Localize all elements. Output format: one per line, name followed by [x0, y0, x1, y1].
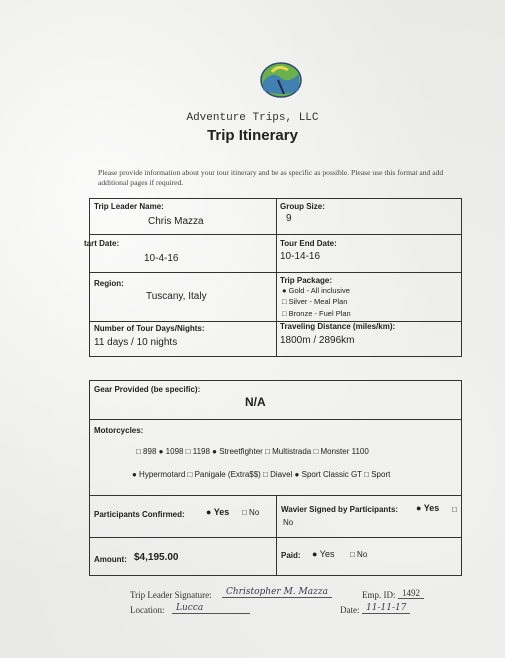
- date-label: Date:: [340, 605, 360, 615]
- row-divider: [90, 419, 461, 420]
- participants-label: Participants Confirmed:: [94, 510, 185, 519]
- trip-leader-value[interactable]: Chris Mazza: [148, 216, 204, 227]
- location-line: [172, 603, 250, 614]
- group-size-label: Group Size:: [280, 202, 325, 211]
- amount-value[interactable]: $4,195.00: [134, 552, 179, 563]
- signature-value[interactable]: Christopher M. Mazza: [222, 587, 332, 598]
- region-value[interactable]: Tuscany, Italy: [146, 291, 207, 302]
- gear-label: Gear Provided (be specific):: [94, 385, 201, 394]
- participants-yes[interactable]: ● Yes: [206, 507, 230, 517]
- date-line: [362, 603, 410, 614]
- paid-yes[interactable]: ● Yes: [312, 549, 335, 559]
- days-nights-label: Number of Tour Days/Nights:: [94, 324, 205, 333]
- emp-id-label: Emp. ID:: [362, 590, 396, 600]
- location-value[interactable]: Lucca: [172, 603, 250, 614]
- package-option-silver[interactable]: □ Silver - Meal Plan: [282, 297, 348, 306]
- intro-text: Please provide information about your tour itinerary and be as specific as possible. Please use this format and add additional pages if required.: [98, 168, 444, 187]
- trip-details-table: [84, 198, 462, 357]
- participants-no[interactable]: □ No: [242, 508, 260, 517]
- company-name: Adventure Trips, LLC: [186, 112, 319, 124]
- trip-leader-label: Trip Leader Name:: [94, 202, 164, 211]
- row-divider: [90, 321, 461, 322]
- emp-id-line: [398, 588, 424, 599]
- row-divider: [90, 272, 461, 273]
- start-date-value[interactable]: 10-4-16: [144, 253, 179, 264]
- package-option-bronze[interactable]: □ Bronze - Fuel Plan: [282, 309, 351, 318]
- start-date-label: tart Date:: [84, 239, 120, 248]
- location-label: Location:: [130, 605, 165, 615]
- company-logo: [258, 60, 304, 100]
- page-title: Trip Itinerary: [207, 127, 298, 144]
- motorcycle-options-row2[interactable]: ● Hypermotard □ Panigale (Extra$$) □ Diavel ● Sport Classic GT □ Sport: [132, 470, 391, 479]
- waiver-no-box[interactable]: □: [452, 505, 457, 514]
- waiver-label: Wavier Signed by Participants:: [281, 505, 399, 514]
- signature-label: Trip Leader Signature:: [130, 590, 212, 600]
- motorcycles-label: Motorcycles:: [94, 426, 144, 435]
- date-value[interactable]: 11-11-17: [362, 603, 410, 614]
- paid-label: Paid:: [281, 551, 301, 560]
- waiver-no[interactable]: No: [283, 518, 294, 527]
- group-size-value[interactable]: 9: [286, 213, 292, 224]
- gear-payment-table: [89, 380, 462, 576]
- amount-label: Amount:: [94, 555, 127, 564]
- signature-line: [222, 587, 332, 598]
- paid-no[interactable]: □ No: [350, 550, 368, 559]
- distance-value[interactable]: 1800m / 2896km: [280, 335, 355, 346]
- trip-package-label: Trip Package:: [280, 276, 333, 285]
- emp-id-value[interactable]: 1492: [398, 588, 424, 599]
- waiver-yes[interactable]: ● Yes: [416, 503, 440, 513]
- days-nights-value[interactable]: 11 days / 10 nights: [94, 337, 178, 348]
- region-label: Region:: [94, 279, 124, 288]
- end-date-value[interactable]: 10-14-16: [280, 251, 321, 262]
- motorcycle-options-row1[interactable]: □ 898 ● 1098 □ 1198 ● Streetfighter □ Multistrada □ Monster 1100: [136, 447, 369, 456]
- column-divider: [276, 199, 277, 356]
- column-divider: [276, 495, 277, 575]
- end-date-label: Tour End Date:: [280, 239, 337, 248]
- gear-value[interactable]: N/A: [245, 395, 266, 409]
- package-option-gold[interactable]: ● Gold - All inclusive: [282, 286, 350, 295]
- distance-label: Traveling Distance (miles/km):: [280, 322, 396, 331]
- row-divider: [90, 234, 461, 235]
